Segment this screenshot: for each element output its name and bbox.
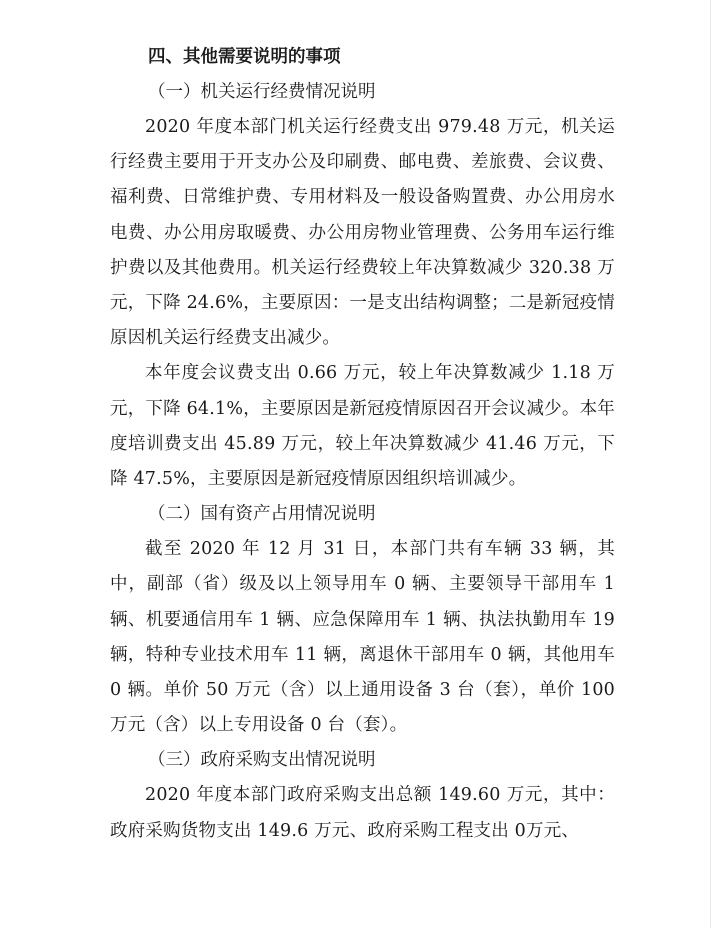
paragraph-meeting-training-expenses: 本年度会议费支出 0.66 万元，较上年决算数减少 1.18 万元，下降 64.1%，主要原因是新冠疫情原因召开会议减少。本年度培训费支出 45.89 万元，较上年决算数减少 41.46 万元，下降 47.5%，主要原因是新冠疫情原因组织培训减少。 [110,363,615,490]
subsection-title-admin-expenses: （一）机关运行经费情况说明 [148,82,376,102]
document-body [110,40,615,849]
subsection-title-state-assets: （二）国有资产占用情况说明 [148,504,376,525]
subsection-title-procurement: （三）政府采购支出情况说明 [148,750,376,771]
paragraph-state-assets: 截至 2020 年 12 月 31 日，本部门共有车辆 33 辆，其中，副部（省）级及以上领导用车 0 辆、主要领导干部用车 1 辆、机要通信用车 1 辆、应急保障用车 1 辆、执法执勤用车 19 辆，特种专业技术用车 11 辆，离退休干部用车 0 辆，其他用车 0 辆。单价 50 万元（含）以上通用设备 3 台（套），单价 100 万元（含）以上专用设备 0 台（套）。 [110,539,615,736]
paragraph-admin-expenses: 2020 年度本部门机关运行经费支出 979.48 万元，机关运行经费主要用于开支办公及印刷费、邮电费、差旅费、会议费、福利费、日常维护费、专用材料及一般设备购置费、办公用房水电费、办公用房取暖费、办公用房物业管理费、公务用车运行维护费以及其他费用。机关运行经费较上年决算数减少 320.38 万元，下降 24.6%，主要原因：一是支出结构调整；二是新冠疫情原因机关运行经费支出减少。 [110,117,615,349]
paragraph-procurement: 2020 年度本部门政府采购支出总额 149.60 万元，其中：政府采购货物支出 149.6 万元、政府采购工程支出 0万元、 [110,785,615,841]
section-heading: 四、其他需要说明的事项 [148,47,341,67]
